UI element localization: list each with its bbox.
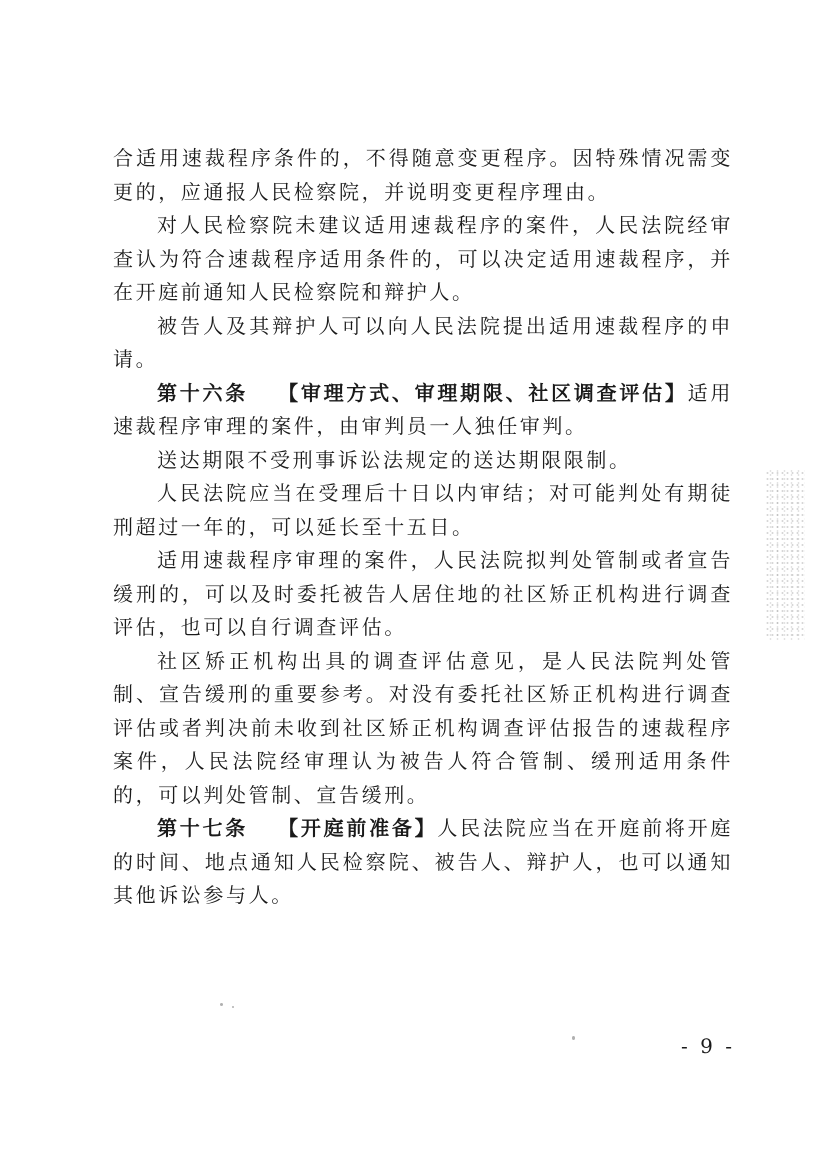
paragraph: 人民法院应当在受理后十日以内审结；对可能判处有期徒刑超过一年的，可以延长至十五日。 — [113, 481, 733, 539]
article-title: 【开庭前准备】 — [278, 816, 438, 840]
paragraph: 送达期限不受刑事诉讼法规定的送达期限限制。 — [157, 447, 632, 472]
paragraph-continuation: 合适用速裁程序条件的，不得随意变更程序。因特殊情况需变更的，应通报人民检察院，并说明变更程序理由。 — [113, 146, 733, 204]
scan-noise-dot — [572, 1036, 575, 1040]
article-16 — [113, 377, 733, 444]
scan-noise-mark — [765, 470, 805, 640]
article-17 — [113, 812, 733, 913]
scan-noise-dot — [220, 1003, 223, 1006]
article-number: 第十七条 — [157, 816, 248, 840]
body-text — [113, 142, 733, 913]
paragraph: 适用速裁程序审理的案件，人民法院拟判处管制或者宣告缓刑的，可以及时委托被告人居住地的社区矫正机构进行调查评估，也可以自行调查评估。 — [113, 548, 733, 639]
paragraph: 被告人及其辩护人可以向人民法院提出适用速裁程序的申请。 — [113, 313, 733, 371]
page-number: - 9 - — [681, 1034, 735, 1058]
article-number: 第十六条 — [157, 380, 248, 405]
article-text: 人民法院应当在开庭前将开庭的时间、地点通知人民检察院、被告人、辩护人，也可以通知其他诉讼参与人。 — [113, 816, 733, 907]
article-title: 【审理方式、审理期限、社区调查评估】 — [278, 380, 688, 405]
article-text: 适用速裁程序审理的案件，由审判员一人独任审判。 — [113, 380, 733, 438]
scan-noise-dot — [232, 1006, 234, 1008]
paragraph: 社区矫正机构出具的调查评估意见，是人民法院判处管制、宣告缓刑的重要参考。对没有委托社区矫正机构进行调查评估或者判决前未收到社区矫正机构调查评估报告的速裁程序案件，人民法院经审理认为被告人符合管制、缓刑适用条件的，可以判处管制、宣告缓刑。 — [113, 648, 733, 807]
paragraph: 对人民检察院未建议适用速裁程序的案件，人民法院经审查认为符合速裁程序适用条件的，可以决定适用速裁程序，并在开庭前通知人民检察院和辩护人。 — [113, 213, 733, 304]
